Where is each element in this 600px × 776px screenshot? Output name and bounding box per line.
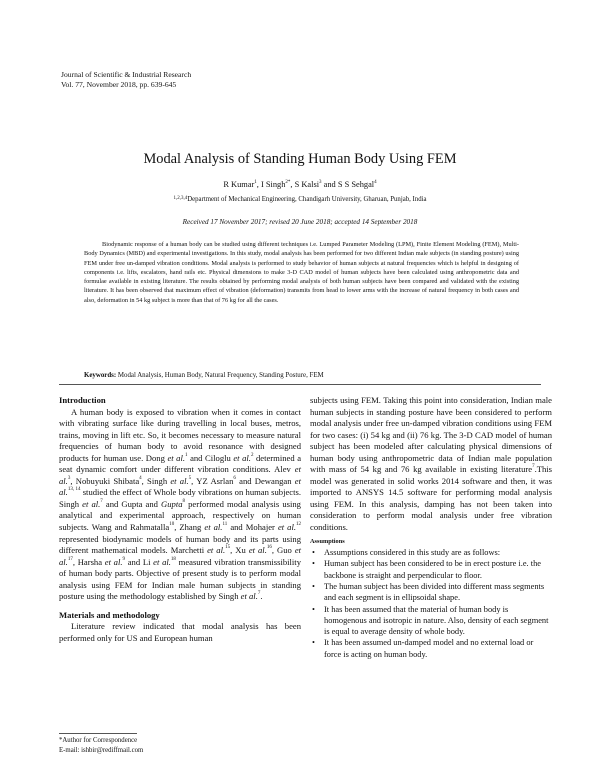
- text-run: et al.: [104, 556, 123, 567]
- methods-paragraph: Literature review indicated that modal analysis has been performed only for US and European human: [59, 621, 301, 643]
- section-divider: [59, 384, 541, 385]
- keywords: [84, 372, 524, 379]
- citation-ref: 5: [188, 475, 192, 481]
- left-column: [59, 395, 301, 644]
- citation-ref: 3: [67, 475, 71, 481]
- text-run: et al.: [207, 545, 226, 556]
- text-run: , Zhang: [174, 522, 205, 533]
- assumptions-heading: Assumptions: [310, 537, 345, 545]
- right-column: [310, 395, 552, 660]
- author-1-sup: 1: [254, 180, 257, 185]
- citation-ref: 18: [170, 556, 176, 562]
- citation-ref: 13, 14: [67, 487, 81, 493]
- methods-continued-paragraph: [310, 395, 552, 534]
- list-item: [310, 547, 552, 558]
- bullet-icon: •: [312, 604, 315, 614]
- text-run: et al.: [233, 452, 251, 463]
- text-run: measured vibration transmissibility of human body parts. Objective of present study is to perform modal analysis using FEM for Indian male human subjects in standing posture using the methodology established by Singh: [59, 556, 301, 602]
- keywords-text: Modal Analysis, Human Body, Natural Frequency, Standing Posture, FEM: [116, 372, 324, 379]
- author-4: S S Sehgal: [337, 180, 375, 189]
- citation-ref: 11: [222, 522, 228, 528]
- text-run: , Nobuyuki Shibata: [70, 475, 140, 486]
- text-run: and Li: [125, 556, 154, 567]
- list-item: [310, 604, 552, 638]
- citation-ref: 1: [185, 452, 188, 458]
- bullet-icon: •: [312, 582, 315, 591]
- list-item-text: It has been assumed that the material of human body is homogenous and isotropic in nature. Also, density of each segment is equal to average density of whole body.: [324, 604, 549, 637]
- text-run: represented biodynamic models of human body and its parts using different mathematical models. Marchetti: [59, 533, 301, 556]
- correspondence-note: *Author for Correspondence: [59, 737, 138, 744]
- author-and: and: [321, 180, 338, 189]
- journal-header: [61, 70, 191, 90]
- citation-ref: 12: [296, 522, 302, 528]
- citation-ref: 10: [169, 522, 175, 528]
- author-3-sup: 3: [319, 180, 322, 185]
- text-run: et al.: [82, 498, 101, 509]
- text-run: et al.: [248, 545, 267, 556]
- text-run: et al.: [204, 522, 223, 533]
- list-item-text: Human subject has been considered to be in erect posture i.e. the backbone is straight and perpendicular to floor.: [324, 559, 541, 580]
- text-run: et al.: [240, 591, 258, 602]
- text-run: and Ciloglu: [187, 452, 234, 463]
- bullet-icon: •: [312, 638, 315, 648]
- text-run: subjects using FEM. Taking this point into consideration, Indian male human subjects in standing posture have been considered to perform modal analysis under free un-damped vibration conditions using FEM for two cases: (i) 54 kg and (ii) 76 kg. The 3-D CAD model of human subject has been modeled after calculating physical dimensions of human body using anthropometric data of Indian male population with mass of 54 kg and 76 kg available in existing literature: [310, 395, 552, 475]
- list-item-text: The human subject has been divided into different mass segments and each segment is in ellipsoidal shape.: [324, 582, 545, 603]
- text-run: and Mohajer: [227, 522, 278, 533]
- text-run: , Guo: [271, 545, 295, 556]
- citation-ref: 8: [182, 498, 185, 504]
- text-run: studied the effect of Whole body vibrations on human subjects. Singh: [59, 487, 301, 509]
- assumptions-list: [310, 547, 552, 660]
- text-run: performed modal analysis using analytical and experimental approach, respectively on human subjects. Wang and Rahmatalla: [59, 498, 301, 533]
- bullet-icon: •: [312, 548, 315, 558]
- introduction-paragraph: [59, 407, 301, 603]
- keywords-label: Keywords:: [84, 372, 117, 379]
- text-run: .This model was generated in solid works 2014 software and then, it was imported to ANSYS 14.5 software for performing modal analysis using FEM. In this analysis, damping has not been taken into consideration to perform modal analysis under free vibration conditions.: [310, 464, 552, 533]
- author-separator: ,: [290, 180, 295, 189]
- text-run: et al.: [59, 545, 302, 567]
- bullet-icon: •: [312, 559, 315, 569]
- author-3: S Kalsi: [294, 180, 320, 189]
- footnote-divider: [59, 733, 137, 734]
- text-run: et al.: [153, 556, 171, 567]
- affiliation: [0, 196, 600, 203]
- citation-ref: 6: [233, 475, 236, 481]
- list-item-text: Assumptions considered in this study are as follows:: [324, 548, 501, 558]
- methods-heading: Materials and methodology: [59, 609, 160, 620]
- author-4-sup: 4: [374, 180, 377, 185]
- text-run: et al.: [277, 522, 297, 533]
- list-item: [310, 637, 552, 660]
- citation-ref: 7: [100, 498, 103, 504]
- author-list: [0, 180, 600, 189]
- list-item: [310, 581, 552, 604]
- author-email: E-mail: ishbir@rediffmail.com: [59, 747, 144, 754]
- text-run: .: [260, 591, 263, 602]
- author-separator: ,: [256, 180, 261, 189]
- citation-ref: 4: [139, 475, 142, 481]
- citation-ref: 9: [122, 556, 125, 562]
- text-run: , Xu: [230, 545, 249, 556]
- citation-ref: 17: [67, 556, 73, 562]
- text-run: et al.: [167, 452, 186, 463]
- author-1: R Kumar: [223, 180, 255, 189]
- footnote: [59, 736, 143, 756]
- text-run: and Dewangan: [235, 475, 295, 486]
- affiliation-sup: 1,2,3,4: [173, 196, 188, 201]
- list-item: [310, 558, 552, 581]
- text-run: , Singh: [141, 475, 171, 486]
- text-run: and Gupta and: [102, 498, 162, 509]
- citation-ref: 7: [532, 464, 535, 470]
- text-run: determined a seat dynamic comfort under different vibration conditions. Alev: [59, 452, 302, 475]
- citation-ref: 15: [225, 545, 231, 551]
- citation-ref: 2: [250, 452, 254, 458]
- author-2-sup: 2*: [285, 180, 291, 185]
- abstract: Biodynamic response of a human body can be studied using different techniques i.e. Lumped Parameter Modeling (LPM), Finite Element Modeling (FEM), Multi-Body Dynamics (MBD) and experimental investigations. In this study, modal analysis has been performed for two different Indian male subjects (in standing posture) using FEM under free un-damped vibration conditions. Modal analysis is performed to study behavior of human subjects at natural frequencies which is helpful in designing of components i.e. lifts, escalators, hand rails etc. Physical dimensions to make 3-D CAD model of human subjects have been calculated using anthropometric data and formulae available in existing literature. The results obtained by performing modal analysis of both human subjects have been compared and validated with the existing literature. It has been observed that maximum effect of vibration (deformation) transmits from head to lower arms with the increase of natural frequency in both cases and also, deformation in 54 kg subject is more than that of 76 kg for all the cases.: [84, 241, 519, 304]
- journal-name: Journal of Scientific & Industrial Research: [61, 70, 192, 79]
- text-run: A human body is exposed to vibration when it comes in contact with vibrating surface like during travelling in local buses, metros, trains, moving in lift etc. So, it becomes necessary to measure natural frequencies of human body to avoid resonance with designed products for human use. Dong: [59, 406, 301, 463]
- text-run: et al.: [59, 464, 301, 486]
- paper-title: Modal Analysis of Standing Human Body Using FEM: [143, 151, 457, 167]
- list-item-text: It has been assumed un-damped model and no external load or force is acting on human body.: [324, 638, 534, 659]
- text-run: , Harsha: [72, 556, 105, 567]
- text-run: Gupta: [161, 498, 183, 509]
- received-dates: Received 17 November 2017; revised 20 June 2018; accepted 14 September 2018: [182, 218, 418, 226]
- citation-ref: 16: [266, 545, 272, 551]
- author-2: I Singh: [260, 180, 286, 189]
- text-run: et al.: [59, 475, 301, 498]
- citation-ref: 7: [257, 591, 261, 597]
- text-run: , YZ Asrlan: [191, 475, 234, 486]
- text-run: et al.: [170, 475, 189, 486]
- introduction-heading: Introduction: [59, 395, 106, 405]
- affiliation-text: Department of Mechanical Engineering, Chandigarh University, Gharuan, Punjab, India: [187, 196, 427, 203]
- journal-issue: Vol. 77, November 2018, pp. 639-645: [61, 80, 177, 89]
